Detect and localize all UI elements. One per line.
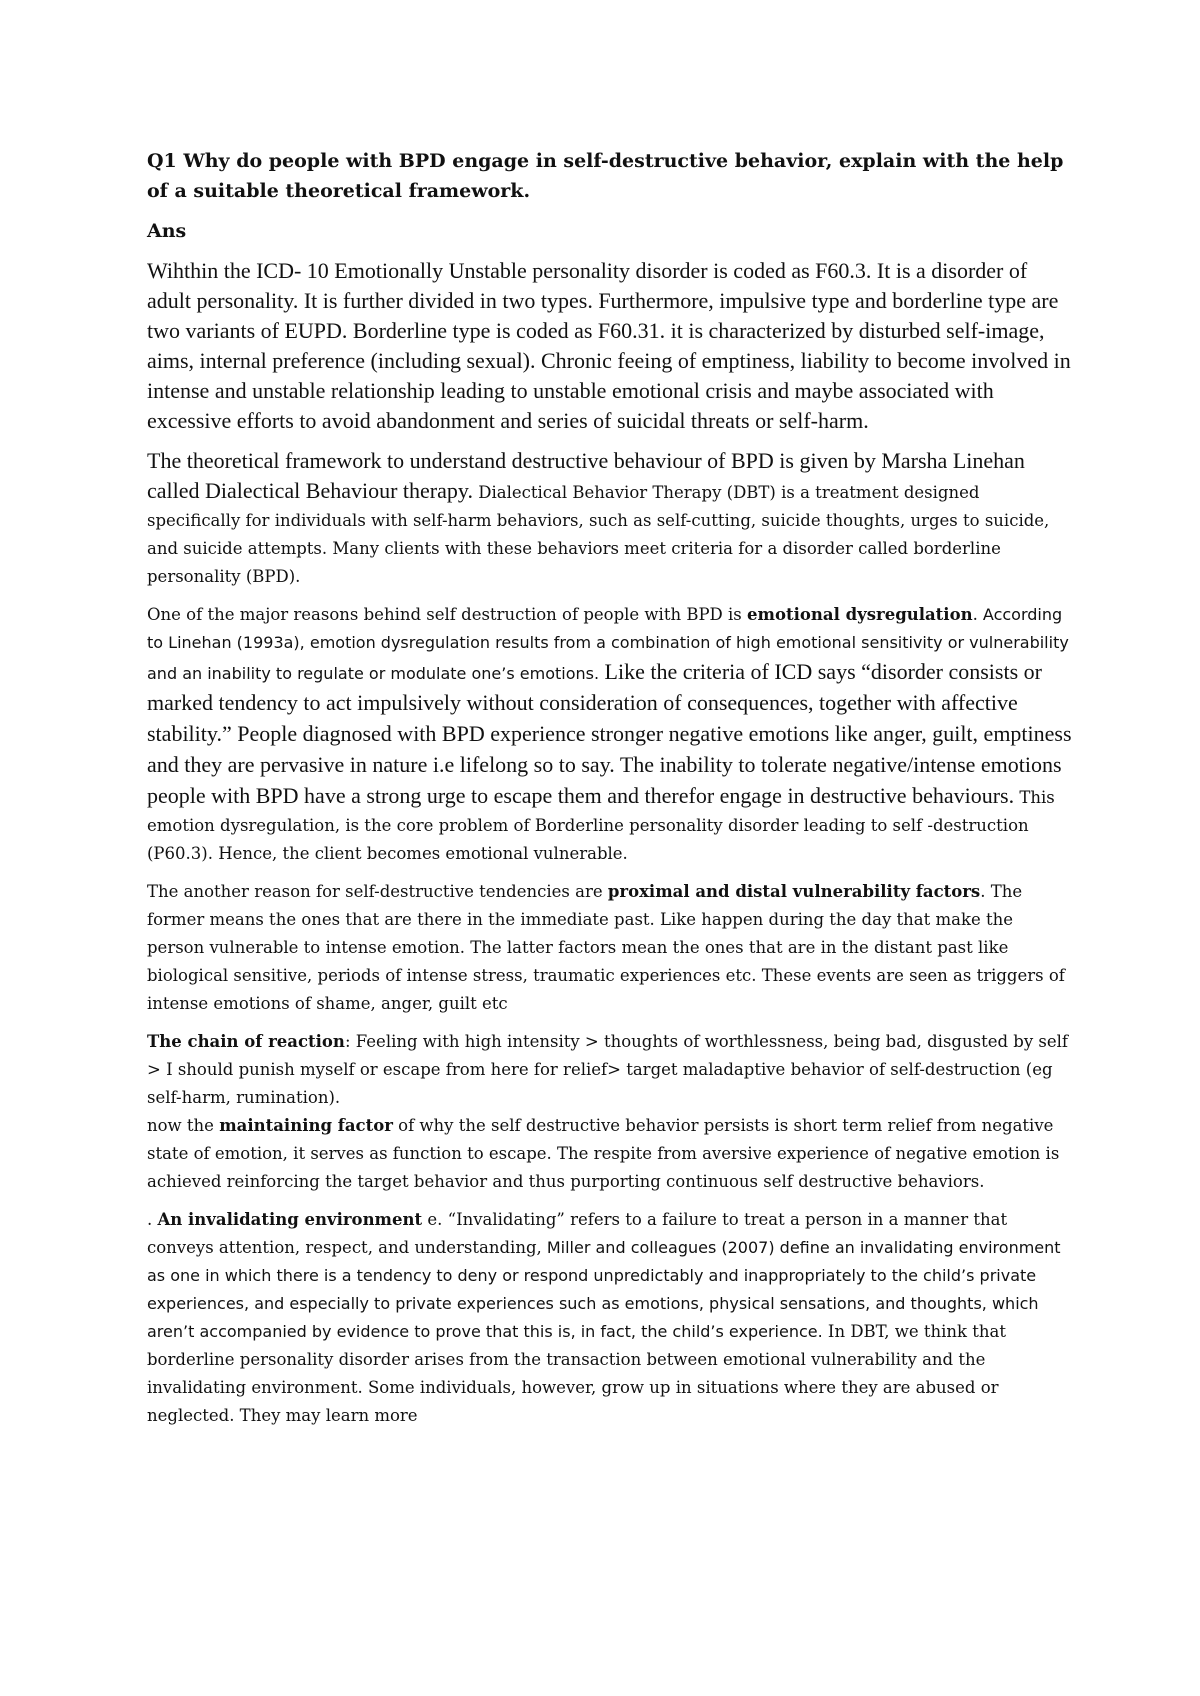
vulnerability-factors-term: proximal and distal vulnerability factors bbox=[607, 882, 981, 901]
chain-of-reaction-term: The chain of reaction bbox=[147, 1032, 345, 1051]
paragraph-emotional-dysregulation bbox=[147, 601, 1072, 868]
vulnerability-intro-text: The another reason for self-destructive tendencies are bbox=[147, 882, 608, 901]
invalidating-intro-text: . bbox=[147, 1210, 158, 1229]
miller-definition-text: Miller and colleagues (2007) define an invalidating environment as one in which there is a tendency to deny or respond unpredictably and inappropriately to the child’s private experiences, and especially to private experiences such as emotions, physical sensations, and thoughts, which aren’t accompanied by evidence to prove that this is, in fact, the child’s experience. bbox=[147, 1238, 1061, 1341]
paragraph-icd-definition: Wihthin the ICD- 10 Emotionally Unstable personality disorder is coded as F60.3. It is a disorder of adult personality. It is further divided in two types. Furthermore, impulsive type and borderline type are two variants of EUPD. Borderline type is coded as F60.31. it is characterized by disturbed self-image, aims, internal preference (including sexual). Chronic feeing of emptiness, liability to become involved in intense and unstable relationship leading to unstable emotional crisis and maybe associated with excessive efforts to avoid abandonment and series of suicidal threats or self-harm. bbox=[147, 258, 1071, 433]
vulnerability-details-text: . The former means the ones that are there in the immediate past. Like happen during the day that make the person vulnerable to intense emotion. The latter factors mean the ones that are in the distant past like biological sensitive, periods of intense stress, traumatic experiences etc. These events are seen as triggers of intense emotions of shame, anger, guilt etc bbox=[147, 882, 1065, 1013]
dysregulation-intro-text: One of the major reasons behind self destruction of people with BPD is bbox=[147, 605, 748, 624]
maintaining-factor-term: maintaining factor bbox=[219, 1116, 393, 1135]
paragraph-chain-of-reaction bbox=[147, 1028, 1072, 1112]
core-problem-text: This emotion dysregulation, is the core problem of Borderline personality disorder leading to self -destruction (P60.3). Hence, the client becomes emotional vulnerable. bbox=[147, 788, 1055, 863]
paragraph-theoretical-framework bbox=[147, 446, 1072, 591]
dysregulation-period: . bbox=[972, 605, 978, 624]
invalidating-definition-text: e. “Invalidating” refers to a failure to treat a person in a manner that conveys attention, respect, and understanding, bbox=[147, 1210, 1008, 1257]
dbt-description-text: Dialectical Behavior Therapy (DBT) is a treatment designed specifically for individuals with self-harm behaviors, such as self-cutting, suicide thoughts, urges to suicide, and suicide attempts. Many clients with these behaviors meet criteria for a disorder called borderline personality (BPD). bbox=[147, 483, 1050, 586]
paragraph-invalidating-environment bbox=[147, 1206, 1072, 1430]
paragraph-maintaining-factor bbox=[147, 1112, 1072, 1196]
maintaining-details-text: of why the self destructive behavior persists is short term relief from negative state of emotion, it serves as function to escape. The respite from aversive experience of negative emotion is achieved reinforcing the target behavior and thus purporting continuous self destructive behaviors. bbox=[147, 1116, 1060, 1191]
dbt-transaction-text: In DBT, we think that borderline personality disorder arises from the transaction between emotional vulnerability and the invalidating environment. Some individuals, however, grow up in situations where they are abused or neglected. They may learn more bbox=[147, 1322, 1007, 1425]
paragraph-vulnerability-factors bbox=[147, 878, 1072, 1018]
chain-of-reaction-text: : Feeling with high intensity > thoughts of worthlessness, being bad, disgusted by self > I should punish myself or escape from here for relief> target maladaptive behavior of self-destruction (eg self-harm, rumination). bbox=[147, 1032, 1069, 1107]
question-heading: Q1 Why do people with BPD engage in self-destructive behavior, explain with the help of a suitable theoretical framework. bbox=[147, 150, 1064, 202]
linehan-definition-text: According to Linehan (1993a), emotion dysregulation results from a combination of high emotional sensitivity or vulnerability and an inability to regulate or modulate one’s emotions. bbox=[147, 605, 1069, 683]
emotional-dysregulation-term: emotional dysregulation bbox=[747, 605, 973, 624]
answer-label: Ans bbox=[147, 220, 187, 242]
invalidating-environment-term: An invalidating environment bbox=[157, 1210, 423, 1229]
framework-intro-text: The theoretical framework to understand destructive behaviour of BPD is given by Marsha Linehan called Dialectical Behaviour therapy. bbox=[147, 448, 1025, 503]
document-body bbox=[147, 146, 1072, 1440]
maintaining-intro-text: now the bbox=[147, 1116, 220, 1135]
icd-criteria-text: Like the criteria of ICD says “disorder consists or marked tendency to act impulsively without consideration of consequences, together with affective stability.” People diagnosed with BPD experience stronger negative emotions like anger, guilt, emptiness and they are pervasive in nature i.e lifelong so to say. The inability to tolerate negative/intense emotions people with BPD have a strong urge to escape them and therefor engage in destructive behaviours. bbox=[147, 659, 1072, 808]
